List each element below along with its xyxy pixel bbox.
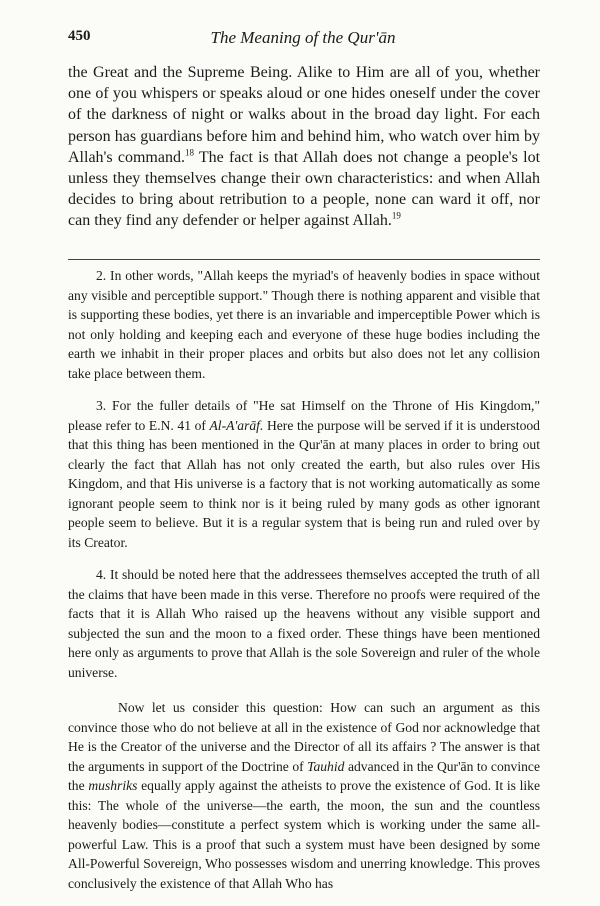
page-header xyxy=(68,28,538,52)
footnote-ref-19: 19 xyxy=(391,211,401,222)
note-3 xyxy=(68,396,540,552)
note-5-text-c: equally apply against the atheists to prove the existence of God. It is like this: The whole of the universe—the earth, the moon, the sun and the countless heavenly bodies—constitute a perfect system which is working under the same all-powerful Law. This is a proof that such a system must have been designed by some All-Powerful Sovereign, Who possesses wisdom and unerring knowledge. This proves conclusively the existence of that Allah Who has xyxy=(68,778,540,891)
note-2: 2. In other words, "Allah keeps the myriad's of heavenly bodies in space without any visible and perceptible support." Though there is nothing apparent and visible that is supporting these bodies, yet there is an invariable and imperceptible Power which is not only holding and keeping each and everyone of these huge bodies including the earth we inhabit in their proper places and orbits but also does not let any collision take place between them. xyxy=(68,268,540,381)
note-3-surah-ref: Al-A'arāf. xyxy=(209,417,264,433)
main-text-part-1: the Great and the Supreme Being. Alike to Him are all of you, whether one of you whispers or speaks aloud or one hides oneself under the cover of the darkness of night or walks about in the broad day light. For each person has guardians before him and behind him, who watch over him by Allah's command. xyxy=(68,64,540,166)
note-3-text-a: 3. For the fuller details of "He sat Himself on the Throne of His Kingdom," please refer to E.N. 41 of xyxy=(68,398,540,433)
page-number: 450 xyxy=(68,28,91,44)
footnote-divider xyxy=(68,259,540,260)
note-5-term-tauhid: Tauhid xyxy=(307,758,345,774)
note-5-text-a: Now let us consider this question: How can such an argument as this convince those who do not believe at all in the existence of God nor acknowledge that He is the Creator of the universe and the Director of all its affairs ? The answer is that the arguments in support of the Doctrine of xyxy=(68,700,540,774)
main-text xyxy=(68,62,540,232)
note-3-text-b: Here the purpose will be served if it is understood that this thing has been mentioned in the Qur'ān at many places in order to bring out clearly the fact that Allah has not only created the earth, but also rules over His Kingdom, and that His universe is a factory that is not working automatically as some ignorant people seem to think nor is it being ruled by many gods as other ignorant people seem to believe. But it is a regular system that is being run and ruled over by its Creator. xyxy=(68,417,540,550)
running-title: The Meaning of the Qur'ān xyxy=(210,28,396,47)
note-5-term-mushriks: mushriks xyxy=(88,778,138,793)
note-4-continued xyxy=(68,698,540,893)
footnote-ref-18: 18 xyxy=(184,147,194,158)
explanatory-notes xyxy=(68,266,540,906)
main-text-part-2: The fact is that Allah does not change a people's lot unless they themselves change their own characteristics: and when Allah decides to bring about retribution to a people, none can ward it off, nor can they find any defender or helper against Allah. xyxy=(68,148,541,230)
note-4: 4. It should be noted here that the addressees themselves accepted the truth of all the claims that have been made in this verse. Therefore no proofs were required of the facts that it is Allah Who raised up the heavens without any visible support and subjected the sun and the moon to a fixed order. These things have been mentioned here only as arguments to prove that Allah is the sole Sovereign and ruler of the whole universe. xyxy=(68,567,540,680)
note-5-text-b: advanced in the Qur'ān to convince the xyxy=(68,758,540,793)
